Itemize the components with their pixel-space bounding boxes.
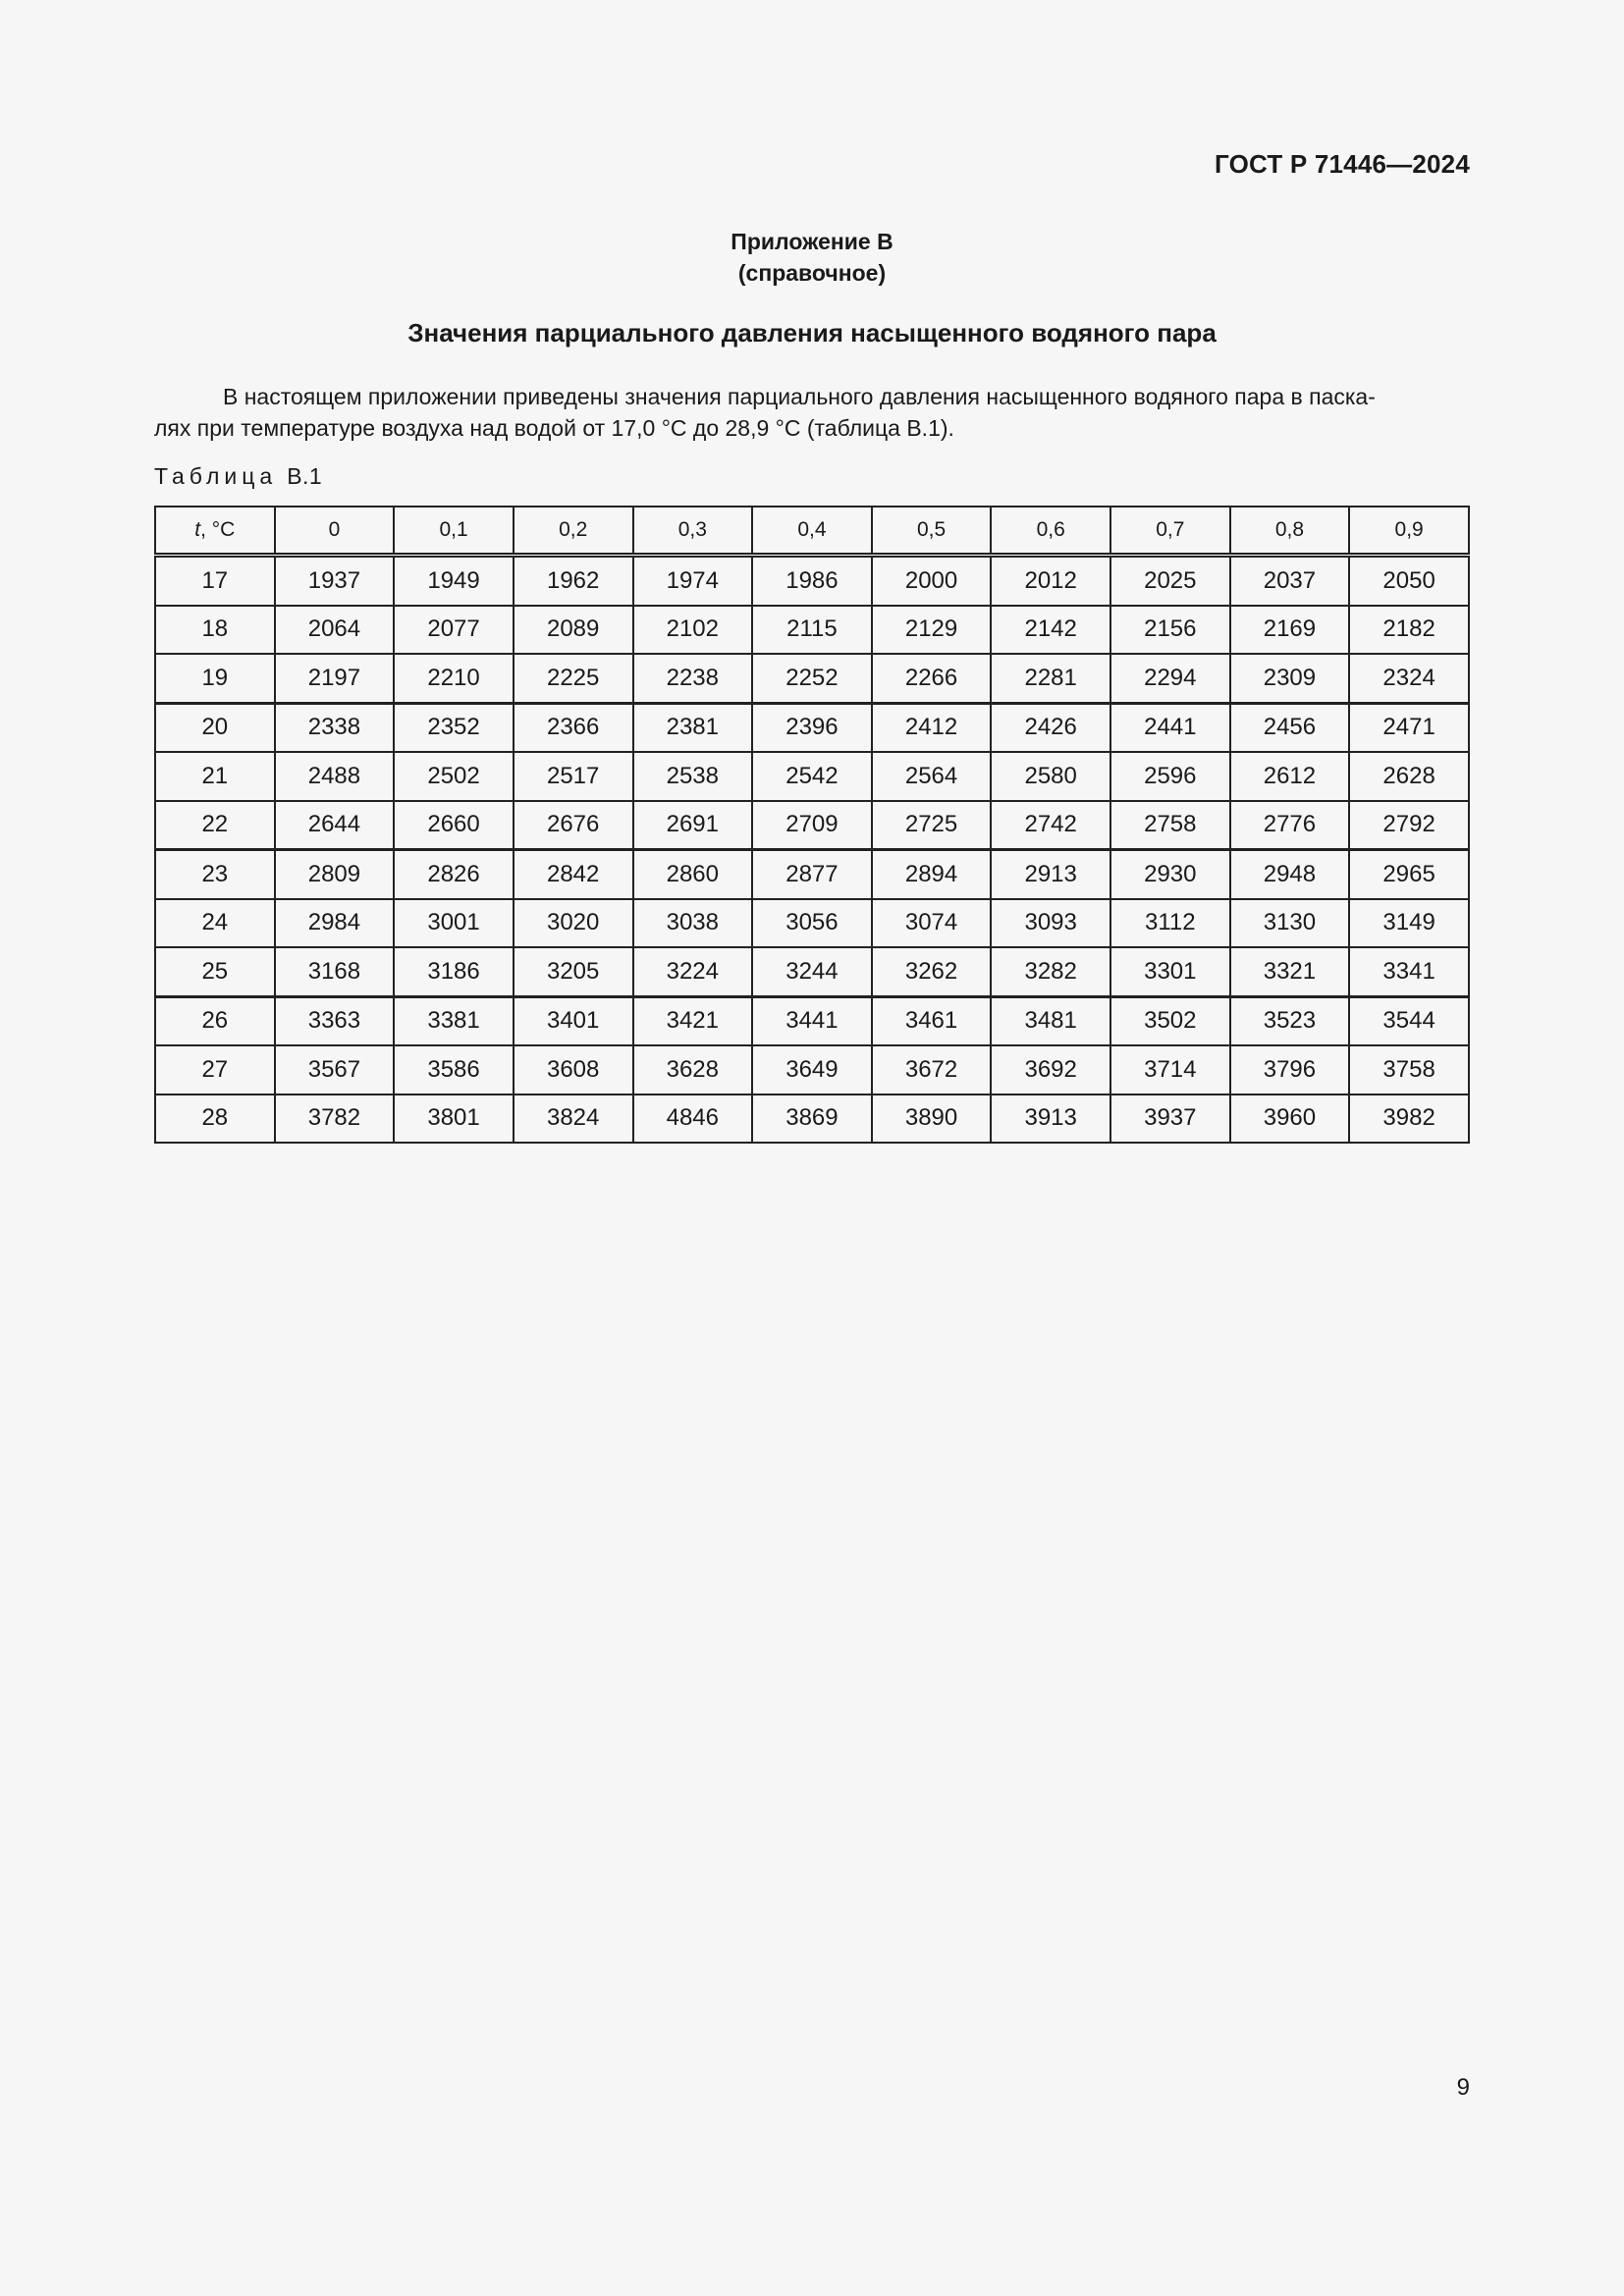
- section-heading: Значения парциального давления насыщенного водяного пара: [407, 318, 1217, 347]
- pressure-cell: 2842: [514, 850, 633, 899]
- temperature-cell: 20: [155, 703, 275, 752]
- pressure-cell: 3523: [1230, 996, 1350, 1045]
- pressure-cell: 3112: [1110, 899, 1230, 948]
- pressure-cell: 2210: [394, 654, 514, 703]
- pressure-cell: 1974: [633, 556, 753, 606]
- header-cell: 0,4: [752, 507, 872, 556]
- temperature-cell: 17: [155, 556, 275, 606]
- pressure-cell: 1962: [514, 556, 633, 606]
- temperature-cell: 22: [155, 801, 275, 850]
- pressure-cell: 2725: [872, 801, 992, 850]
- temperature-cell: 18: [155, 606, 275, 655]
- pressure-cell: 2758: [1110, 801, 1230, 850]
- appendix-note: (справочное): [737, 260, 887, 286]
- pressure-cell: 2012: [991, 556, 1110, 606]
- header-cell-temperature: [155, 507, 275, 556]
- pressure-cell: 2809: [275, 850, 395, 899]
- pressure-cell: 2129: [872, 606, 992, 655]
- appendix-block: [0, 226, 1624, 289]
- pressure-cell: 3401: [514, 996, 633, 1045]
- pressure-cell: 3544: [1349, 996, 1469, 1045]
- intro-line-2: лях при температуре воздуха над водой от 17,0 °С до 28,9 °С (таблица В.1).: [154, 415, 954, 441]
- pressure-cell: 3672: [872, 1045, 992, 1095]
- appendix-title: Приложение В: [731, 229, 893, 254]
- pressure-cell: 2517: [514, 752, 633, 801]
- temperature-cell: 26: [155, 996, 275, 1045]
- pressure-cell: 2050: [1349, 556, 1469, 606]
- temperature-cell: 27: [155, 1045, 275, 1095]
- table-row: [155, 1045, 1469, 1095]
- pressure-cell: 2826: [394, 850, 514, 899]
- pressure-cell: 2294: [1110, 654, 1230, 703]
- header-cell: 0,2: [514, 507, 633, 556]
- pressure-cell: 3244: [752, 947, 872, 996]
- temperature-cell: 24: [155, 899, 275, 948]
- pressure-cell: 2197: [275, 654, 395, 703]
- pressure-cell: 4846: [633, 1095, 753, 1144]
- table-caption: [154, 463, 322, 490]
- table-caption-word: Таблица: [154, 463, 278, 489]
- pressure-cell: 2366: [514, 703, 633, 752]
- pressure-cell: 3824: [514, 1095, 633, 1144]
- pressure-cell: 3093: [991, 899, 1110, 948]
- pressure-cell: 3020: [514, 899, 633, 948]
- pressure-cell: 2877: [752, 850, 872, 899]
- pressure-cell: 2965: [1349, 850, 1469, 899]
- pressure-cell: 3224: [633, 947, 753, 996]
- table-row: [155, 752, 1469, 801]
- temperature-cell: 21: [155, 752, 275, 801]
- pressure-cell: 3186: [394, 947, 514, 996]
- table-row: [155, 899, 1469, 948]
- pressure-cell: 2776: [1230, 801, 1350, 850]
- pressure-cell: 2000: [872, 556, 992, 606]
- header-cell: 0,3: [633, 507, 753, 556]
- header-cell: 0,8: [1230, 507, 1350, 556]
- pressure-cell: 3586: [394, 1045, 514, 1095]
- header-cell: 0,5: [872, 507, 992, 556]
- header-unit: , °С: [200, 518, 236, 541]
- pressure-cell: 2266: [872, 654, 992, 703]
- pressure-cell: 2441: [1110, 703, 1230, 752]
- pressure-cell: 2037: [1230, 556, 1350, 606]
- intro-line-1: В настоящем приложении приведены значения парциального давления насыщенного водяного пара в паска-: [223, 384, 1376, 409]
- pressure-cell: 3001: [394, 899, 514, 948]
- pressure-cell: 2792: [1349, 801, 1469, 850]
- header-variable: t: [194, 518, 201, 541]
- pressure-cell: 3205: [514, 947, 633, 996]
- pressure-cell: 3149: [1349, 899, 1469, 948]
- pressure-cell: 2488: [275, 752, 395, 801]
- temperature-cell: 28: [155, 1095, 275, 1144]
- pressure-cell: 2542: [752, 752, 872, 801]
- pressure-cell: 3869: [752, 1095, 872, 1144]
- pressure-cell: 3567: [275, 1045, 395, 1095]
- header-cell: 0,7: [1110, 507, 1230, 556]
- intro-paragraph: [154, 381, 1470, 444]
- table-row: [155, 996, 1469, 1045]
- table-row: [155, 850, 1469, 899]
- table-row: [155, 654, 1469, 703]
- table-header-row: [155, 507, 1469, 556]
- pressure-cell: 3982: [1349, 1095, 1469, 1144]
- pressure-cell: 3074: [872, 899, 992, 948]
- pressure-cell: 2913: [991, 850, 1110, 899]
- pressure-cell: 2381: [633, 703, 753, 752]
- pressure-cell: 2064: [275, 606, 395, 655]
- pressure-cell: 3502: [1110, 996, 1230, 1045]
- pressure-cell: 3363: [275, 996, 395, 1045]
- pressure-cell: 3341: [1349, 947, 1469, 996]
- pressure-cell: 1937: [275, 556, 395, 606]
- pressure-cell: 2309: [1230, 654, 1350, 703]
- pressure-cell: 3801: [394, 1095, 514, 1144]
- pressure-cell: 1949: [394, 556, 514, 606]
- pressure-cell: 3649: [752, 1045, 872, 1095]
- header-cell: 0,1: [394, 507, 514, 556]
- pressure-cell: 2691: [633, 801, 753, 850]
- pressure-cell: 2502: [394, 752, 514, 801]
- table-row: [155, 1095, 1469, 1144]
- pressure-cell: 2644: [275, 801, 395, 850]
- pressure-cell: 2660: [394, 801, 514, 850]
- temperature-cell: 19: [155, 654, 275, 703]
- pressure-cell: 2281: [991, 654, 1110, 703]
- pressure-cell: 2676: [514, 801, 633, 850]
- header-cell: 0,9: [1349, 507, 1469, 556]
- pressure-cell: 3714: [1110, 1045, 1230, 1095]
- pressure-cell: 2238: [633, 654, 753, 703]
- pressure-cell: 2580: [991, 752, 1110, 801]
- pressure-cell: 3441: [752, 996, 872, 1045]
- temperature-cell: 23: [155, 850, 275, 899]
- pressure-cell: 2426: [991, 703, 1110, 752]
- pressure-cell: 2025: [1110, 556, 1230, 606]
- pressure-cell: 2742: [991, 801, 1110, 850]
- temperature-cell: 25: [155, 947, 275, 996]
- pressure-cell: 3937: [1110, 1095, 1230, 1144]
- pressure-cell: 3796: [1230, 1045, 1350, 1095]
- pressure-cell: 2089: [514, 606, 633, 655]
- pressure-cell: 1986: [752, 556, 872, 606]
- pressure-cell: 2225: [514, 654, 633, 703]
- pressure-cell: 2538: [633, 752, 753, 801]
- pressure-cell: 2596: [1110, 752, 1230, 801]
- pressure-cell: 2252: [752, 654, 872, 703]
- pressure-cell: 3262: [872, 947, 992, 996]
- pressure-cell: 3782: [275, 1095, 395, 1144]
- pressure-cell: 2169: [1230, 606, 1350, 655]
- pressure-cell: 2102: [633, 606, 753, 655]
- pressure-cell: 3758: [1349, 1045, 1469, 1095]
- table-row: [155, 556, 1469, 606]
- pressure-cell: 3692: [991, 1045, 1110, 1095]
- pressure-cell: 2456: [1230, 703, 1350, 752]
- pressure-cell: 3321: [1230, 947, 1350, 996]
- pressure-cell: 3421: [633, 996, 753, 1045]
- pressure-cell: 3461: [872, 996, 992, 1045]
- pressure-cell: 2709: [752, 801, 872, 850]
- pressure-cell: 3282: [991, 947, 1110, 996]
- table-row: [155, 801, 1469, 850]
- pressure-cell: 2930: [1110, 850, 1230, 899]
- pressure-cell: 2396: [752, 703, 872, 752]
- pressure-cell: 3038: [633, 899, 753, 948]
- pressure-cell: 2412: [872, 703, 992, 752]
- pressure-cell: 3890: [872, 1095, 992, 1144]
- header-cell: 0,6: [991, 507, 1110, 556]
- pressure-cell: 3130: [1230, 899, 1350, 948]
- table-body: [155, 556, 1469, 1144]
- pressure-cell: 2338: [275, 703, 395, 752]
- pressure-cell: 3056: [752, 899, 872, 948]
- pressure-cell: 2156: [1110, 606, 1230, 655]
- pressure-cell: 3608: [514, 1045, 633, 1095]
- pressure-cell: 2612: [1230, 752, 1350, 801]
- table-row: [155, 947, 1469, 996]
- table-row: [155, 606, 1469, 655]
- pressure-cell: 3913: [991, 1095, 1110, 1144]
- pressure-cell: 3381: [394, 996, 514, 1045]
- vapor-pressure-table: [154, 506, 1470, 1144]
- table-caption-number: В.1: [287, 463, 323, 489]
- pressure-cell: 2894: [872, 850, 992, 899]
- pressure-cell: 2115: [752, 606, 872, 655]
- pressure-cell: 3960: [1230, 1095, 1350, 1144]
- pressure-cell: 3168: [275, 947, 395, 996]
- pressure-cell: 2182: [1349, 606, 1469, 655]
- pressure-cell: 2564: [872, 752, 992, 801]
- pressure-cell: 2352: [394, 703, 514, 752]
- pressure-cell: 2948: [1230, 850, 1350, 899]
- pressure-cell: 2860: [633, 850, 753, 899]
- pressure-cell: 2984: [275, 899, 395, 948]
- pressure-cell: 2628: [1349, 752, 1469, 801]
- pressure-cell: 2142: [991, 606, 1110, 655]
- pressure-cell: 2324: [1349, 654, 1469, 703]
- pressure-cell: 2471: [1349, 703, 1469, 752]
- document-code: ГОСТ Р 71446—2024: [1215, 149, 1470, 179]
- pressure-cell: 2077: [394, 606, 514, 655]
- pressure-cell: 3481: [991, 996, 1110, 1045]
- pressure-cell: 3628: [633, 1045, 753, 1095]
- header-cell: 0: [275, 507, 395, 556]
- table-row: [155, 703, 1469, 752]
- pressure-cell: 3301: [1110, 947, 1230, 996]
- page-number: 9: [1456, 2074, 1470, 2101]
